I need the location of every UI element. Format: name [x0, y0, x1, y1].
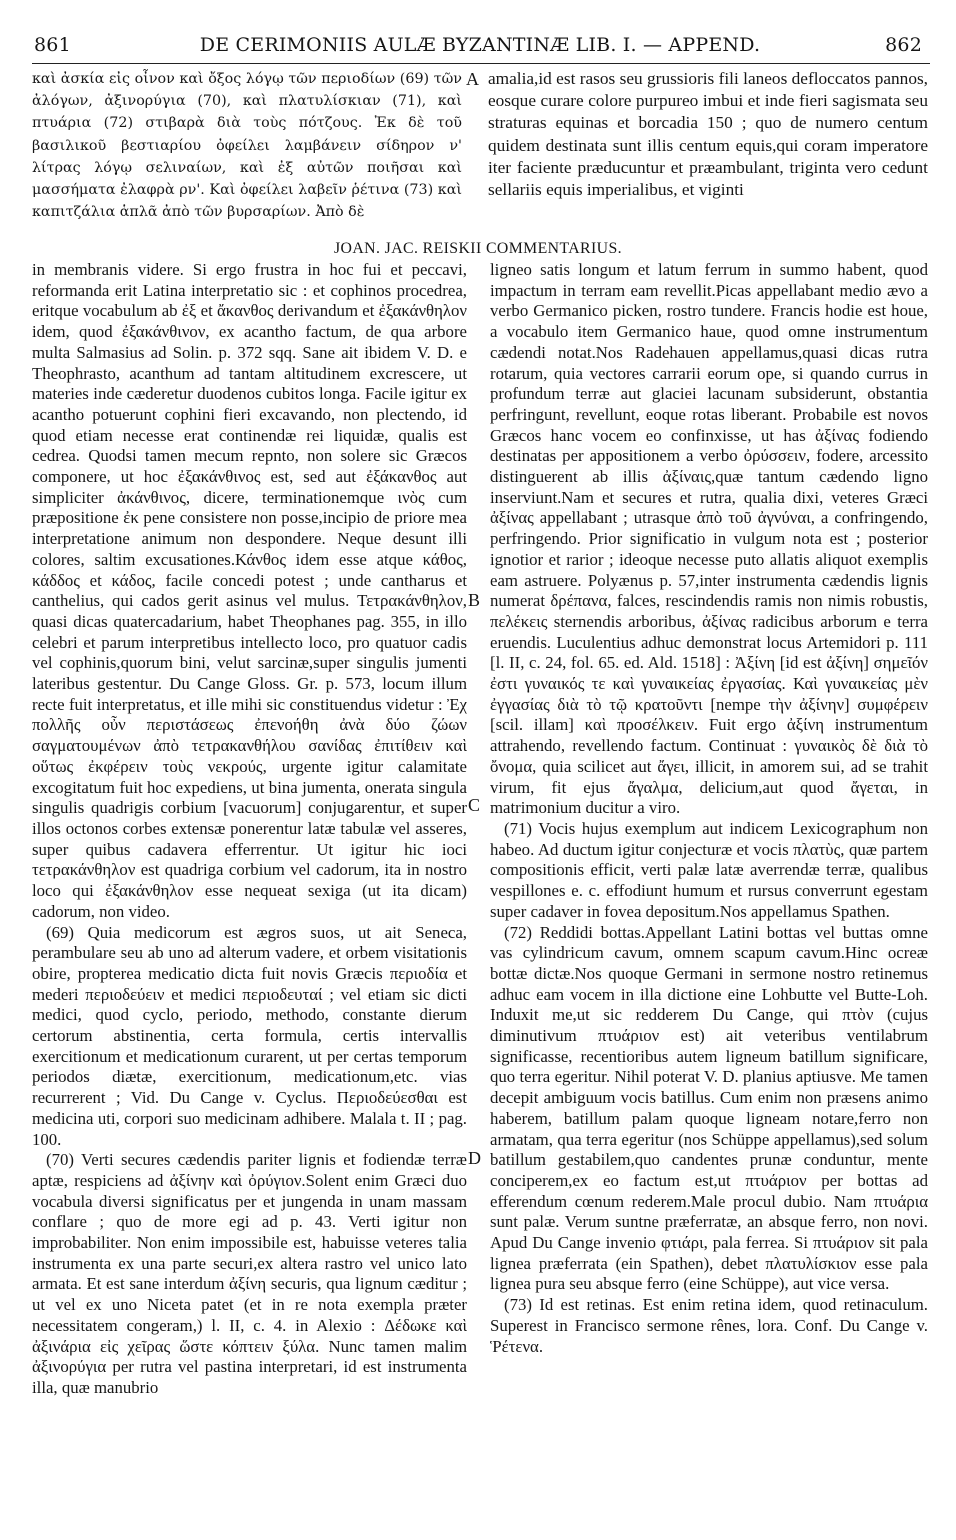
commentary-paragraph: ligneo satis longum et latum ferrum in summo habent, quod impactum in terram eam revellit.Picas appellabant medio ævo a verbo Germanico picken, rostro tundere. Francis hodie est houe, a vocabulo item Germanico haue, quod omne instrumentum cædendi notat.Nos Radehauen appellamus,quasi dicas rutra rotarum, quia vectores carrarii eorum ope, si quando currus in profundum terræ aut glaciei lacunam subsiderunt, obstantia perfringunt, revellunt, eoque rotas liberant. Probabile est novos Græcos hanc vocem eo confinxisse, ut has ἀξίνας fodiendo destinatas per appositionem a verbo ὀρύσσειν, fodere, arcessito distinguerent ab illis ἀξίναις,quæ tantum cædendo ligno inserviunt.Nam et secures et rutra, qualia dixi, veteres Græci ἀξίνας appellabant ; utrasque ἀπὸ τοῦ ἀγνύναι, a confringendo, perfringendo. Prior significatio in vulgum nota est ; posterior ignotior et rarior ; ideoque necesse puto allatis aliquot exemplis eam astruere. Polyænus p. 57,inter instrumenta cædendis lignis numerat δρέπανα, falces, rescindendis ramis non nimis robustis, πελέκεις sternendis arboribus, ἀξίνας radicibus arborum e terra eruendis. Luculentius adhuc demonstrat locus Artemidori p. 111 [l. II, c. 24, fol. 65. ed. Ald. 1518] : Ἀξίνη [id est ἀξίνη] σημεῖόν ἐστι γυναικός τε καὶ γυναικείας ἐργασίας. Καὶ γυναικείας μὲν ἐγγασίας διὰ τὸ τῷ κρατοῦντι [nempe τὴν ἀξίνην] συμφέρειν [scil. illam] καὶ προσέλκειν. Fuit ergo ἀξίνη instrumentum attrahendo, revellendo factum. Continuat : γυναικὸς δὲ διὰ τὸ ὄνομα, quia scilicet aut ἄγει, illicit, in amorem sui, ad se trahit virum, fit ejus ἄγαλμα, delicium,aut quod ἄγεται, in matrimonium ducitur a viro.	[490, 260, 928, 818]
commentary-paragraph: (71) Vocis hujus exemplum aut indicem Lexicographum non habeo. Ad ductum igitur conjecturæ et vocis πλατὺς, quæ partem compositionis efficit, verti palæ latæ averrendæ terræ, qualibus vespillones e. c. effodiunt humum et rursus converrunt egestam super cadaver in fovea depositum.Nos appellamus Spathen.	[490, 818, 928, 921]
section-marker-c: C	[468, 795, 481, 815]
running-header	[28, 34, 932, 60]
commentary-paragraph: (72) Reddidi bottas.Appellant Latini bottas vel buttas omne vas cylindricum cavum, omnem scapum cavum.Hinc ocreæ bottæ dictæ.Nos quoque Germani in sermone nostro retinemus adhuc eam vocem in illa dictione eine Lohbutte vel Butte-Loh. Induxit me,ut sic redderem Du Cange, qui πτὸν (cujus diminutivum πτυάριον est) ait veteribus ventilabrum significasse, recentioribus autem ligneum batillum significare, quo terra egeritur. Nihil poterat V. D. planius aptiusve. Me tamen decepit ambiguum vocis batillus. Cum enim non præsens animo haberem, batillum palam quoque ligneam notare,ferro non armatam, qua terra egeritur (nos Schüppe appellamus),sed solum batillum gestabilem,quo candentes prunæ conduntur, mente conciperem,ex eo factum est,ut πτυάριον per bottas ad efferendum cœnum rederem.Male procul dubio. Nam πτυάρια sunt palæ. Verum suntne præferratæ, an absque ferro, non novi. Apud Du Cange invenio φτιάρι, pala ferrea. Si πτυάριον sit pala lignea præferrata (ein Spathen), debet πλατυλίσκιον esse pala lignea pura seu absque ferro (eine Schüppe), aut vice versa.	[490, 922, 928, 1294]
commentary-paragraph: (73) Id est retinas. Est enim retina idem, quod retinaculum. Superest in Francisco sermone rênes, lora. Conf. Du Cange v. Ῥέτενα.	[490, 1295, 928, 1356]
commentary-paragraph: (69) Quia medicorum est ægros suos, ut ait Seneca, perambulare seu ab uno ad alterum vadere, et orbem visitationis obire, propterea medicatio dicta fuit novis Græcis περιοδία et mederi περιοδεύειν et medici περιοδευταί ; vel etiam sic dicti medici, quod cyclo, periodo, methodo, constante dierum certorum abstinentia, certa formula, certis intervallis exercitionum et medicationum curarent, ut per certas temporum periodos diætæ, exercitionum, medicationum,etc. vias recurrerent ; Vid. Du Cange v. Cyclus. Περιοδεύεσθαι est medicina uti, corpori suo medicinam adhibere. Malala t. II ; pag. 100.	[32, 922, 467, 1149]
section-marker-b: B	[468, 590, 481, 610]
greek-text-column	[32, 68, 462, 240]
commentary-right-column	[490, 260, 928, 1522]
commentary-paragraph: (70) Verti secures cædendis pariter lignis et fodiendæ terræ aptæ, respiciens ad ἀξίνην καὶ ὀρύγιον.Solent enim Græci duo vocabula diversi significatus per et jungenda in unam massam conflare ; quo de more egi ad p. 43. Verti igitur non improbabiliter. Non enim impossibile est, habuisse veteres talia instrumenta ex una parte securi,ex altera rastro vel unico lato armata. Et est sane interdum ἀξίνη securis, qua lignum cæditur ; ut vel ex uno Niceta patet (et in re nota exempla præter necessitatem congeram,) l. II, c. 4. in Alexio : Δέδωκε καὶ ἀξινάρια εἰς χεῖρας ὥστε κόπτειν ξύλα. Nunc tamen malim ἀξινορύγια per rutra vel pastina interpretari, id est instrumenta illa, quæ manubrio	[32, 1150, 467, 1397]
running-title: DE CERIMONIIS AULÆ BYZANTINÆ LIB. I. — APPEND.	[199, 34, 761, 56]
latin-translation-column	[488, 68, 928, 240]
section-marker-a: A	[466, 69, 479, 89]
greek-text: καὶ ἀσκία εἰς οἶνον καὶ ὄξος λόγῳ τῶν περιοδίων (69) τῶν ἀλόγων, ἀξινορύγια (70), καὶ πλατυλίσκιαν (71), καὶ πτυάρια (72) στιβαρὰ διὰ τοὺς πότζους. Ἐκ δὲ τοῦ βασιλικοῦ βεστιαρίου ὀφείλει λαμβάνειν σίδηρον ν' λίτρας λόγῳ σελιναίων, καὶ ἐξ αὐτῶν ποιῆσαι καὶ μασσήματα ἐλαφρὰ ρν'. Καὶ ὀφείλει λαβεῖν ῥέτινα (73) καὶ καπιτζάλια ἁπλᾶ ἀπὸ τῶν βυρσαρίων. Ἀπὸ δὲ	[32, 71, 462, 221]
commentary-title: JOAN. JAC. REISKII COMMENTARIUS.	[334, 240, 622, 257]
commentary-left-column	[32, 260, 467, 1522]
section-marker-d: D	[468, 1148, 481, 1168]
header-rule	[32, 63, 930, 64]
page-number-left: 861	[34, 34, 71, 56]
page-number-right: 862	[885, 34, 922, 56]
commentary-paragraph: in membranis videre. Si ergo frustra in hoc fui et peccavi, reformanda erit Latina interpretatio sic : et cophinos procedrea, eritque vocabulum ab ἐξ et ἄκανθος derivandum et ἐξακάνθηλον idem, quod ἐξακάνθινον, ex acantho factum, de qua arbore multa Salmasius ad Solin. p. 372 sqq. Sane ait ibidem V. D. e Theophrasto, acanthum ad tantam altitudinem excrescere, ut materies inde cæderetur duodenos cubitos longa. Facile igitur ex acantho potuerunt cophini fieri excavando, non plectendo, id quod etiam necesse erat continendæ rei liquidæ, qualis est cedrea. Quodsi tamen mecum repnto, non solere sic Græcos componere, ut hoc ἐξακάνθινος est, sed aut ἐξάκανθος aut simpliciter ἀκάνθινος, dicere, terminationemque ινὸς cum præpositione ἐκ pene consistere non posse,incipio de priore mea interpretatione animum non despondere. Neque desunt illi colores, saltim excusationes.Κάνθος idem esse atque κάθος, κάδδος et κάδος, facile concedi potest ; unde cantharus et canthelius, qui cados gerit asinus vel mulus. Τετρακάνθηλον, quasi dicas quatercadarium, habet Theophanes pag. 355, in illo celebri et parum interpretibus intellecto loco, pro quatuor cadis vel cophinis,quorum bini, velut sarcinæ,super singulis jumenti lateribus gestentur. Du Cange Gloss. Gr. p. 573, locum illum recte fuit interpretatus, et ille mihi sic constituendus videtur : Ἐχ πολλῆς οὖν περιστάσεως ἐπενοήθη ἀνὰ δύο ζώων σαγματουμένων ἀπὸ τετρακανθήλου σανίδας ἐπιτίθειν καὶ οὕτως ἐκφέρειν τοὺς νεκρούς, urgente igitur calamitate excogitatum fuit hoc expediens, ut bina jumenta, onerata singula singulis quadrigis corbium [vacuorum] conjugarentur, et super illos octonos corbes extensæ ponerentur latæ tabulæ vel asseres, super quibus cadavera efferrentur. Ut igitur hic ioci τετρακάνθηλον est quadriga corbium vel cadorum, ita in nostro loco qui ἐξακάνθηλον esse nequeat sexiga (ut ita dicam) cadorum, non video.	[32, 260, 467, 921]
latin-translation: amalia,id est rasos seu grussioris fili laneos defloccatos pannos, eosque curare colore purpureo imbui et inde fieri sagismata seu straturas equinas et borcadia 150 ; quo de numero centum quidem destinata sunt illis centum equis,qui coram imperatore iter faciente præducuntur et præambulant, triginta vero cedunt sellariis equis imperialibus, et viginti	[488, 69, 928, 200]
